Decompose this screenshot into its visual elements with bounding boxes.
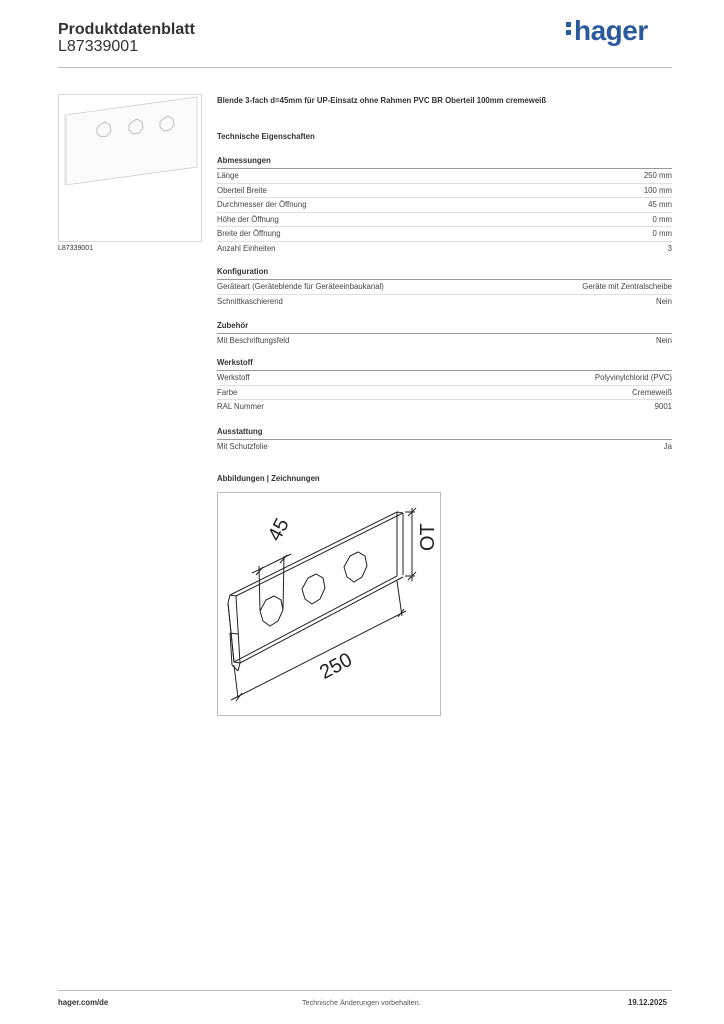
row-value: 250 mm xyxy=(643,171,672,180)
row-value: 0 mm xyxy=(652,214,672,224)
table-row xyxy=(217,280,672,295)
row-value: 9001 xyxy=(654,402,672,412)
row-label: Geräteart (Geräteblende für Geräteeinbaukanal) xyxy=(217,282,384,291)
product-info xyxy=(217,96,672,141)
row-label: Länge xyxy=(217,171,239,180)
footer-date: 19.12.2025 xyxy=(628,998,668,1007)
row-label: Breite der Öffnung xyxy=(217,229,281,239)
row-value: 45 mm xyxy=(648,200,672,210)
group-ausstattung xyxy=(217,427,672,454)
row-label: RAL Nummer xyxy=(217,402,264,412)
row-label: Anzahl Einheiten xyxy=(217,243,276,253)
row-label: Höhe der Öffnung xyxy=(217,214,279,224)
table-row xyxy=(217,295,672,309)
footer-divider xyxy=(58,990,672,991)
group-werkstoff xyxy=(217,358,672,414)
header-divider xyxy=(58,67,672,68)
group-title: Zubehör xyxy=(217,321,672,334)
technical-drawing-image xyxy=(218,493,440,715)
product-description: Blende 3-fach d=45mm für UP-Einsatz ohne Rahmen PVC BR Oberteil 100mm cremeweiß xyxy=(217,96,547,105)
group-zubehoer xyxy=(217,321,672,348)
section-title-technical: Technische Eigenschaften xyxy=(217,132,315,141)
group-title: Abmessungen xyxy=(217,156,672,169)
row-label: Schnittkaschierend xyxy=(217,296,283,306)
row-label: Oberteil Breite xyxy=(217,185,267,195)
dim-length-label: 250 xyxy=(316,648,356,684)
table-row xyxy=(217,184,672,199)
table-row xyxy=(217,169,672,184)
drawings-title: Abbildungen | Zeichnungen xyxy=(217,474,320,483)
row-label: Durchmesser der Öffnung xyxy=(217,200,307,210)
table-row xyxy=(217,400,672,414)
group-konfiguration xyxy=(217,267,672,308)
footer-note: Technische Änderungen vorbehalten. xyxy=(302,998,421,1007)
thumbnail-caption: L87339001 xyxy=(58,245,94,252)
product-thumbnail-image xyxy=(59,95,201,241)
row-value: 100 mm xyxy=(643,185,672,195)
technical-drawing xyxy=(217,492,441,716)
row-label: Mit Schutzfolie xyxy=(217,442,268,451)
table-row xyxy=(217,227,672,242)
table-row xyxy=(217,371,672,386)
logo-dots-icon xyxy=(566,19,572,38)
group-title: Ausstattung xyxy=(217,427,672,440)
page-title: Produktdatenblatt xyxy=(58,21,195,38)
row-value: Cremeweiß xyxy=(632,387,672,397)
table-row xyxy=(217,386,672,401)
dim-height-label: OT xyxy=(417,523,439,551)
table-row xyxy=(217,242,672,256)
table-row xyxy=(217,213,672,228)
row-label: Mit Beschriftungsfeld xyxy=(217,336,290,345)
table-row xyxy=(217,334,672,348)
dim-diameter-label: 45 xyxy=(263,514,294,545)
group-abmessungen xyxy=(217,156,672,256)
row-value: 3 xyxy=(667,243,672,253)
row-value: Polyvinylchlorid (PVC) xyxy=(594,373,672,382)
group-title: Konfiguration xyxy=(217,267,672,280)
product-code: L87339001 xyxy=(58,38,139,55)
row-value: Ja xyxy=(663,442,672,451)
logo-text: hager xyxy=(574,15,648,46)
row-value: Nein xyxy=(655,336,672,345)
footer-website-link[interactable]: hager.com/de xyxy=(58,998,109,1007)
row-value: 0 mm xyxy=(652,229,672,239)
hager-logo xyxy=(566,15,648,47)
row-value: Nein xyxy=(655,296,672,306)
table-row xyxy=(217,198,672,213)
product-thumbnail xyxy=(58,94,202,242)
row-label: Farbe xyxy=(217,387,238,397)
row-label: Werkstoff xyxy=(217,373,250,382)
group-title: Werkstoff xyxy=(217,358,672,371)
table-row xyxy=(217,440,672,454)
row-value: Geräte mit Zentralscheibe xyxy=(582,282,672,291)
